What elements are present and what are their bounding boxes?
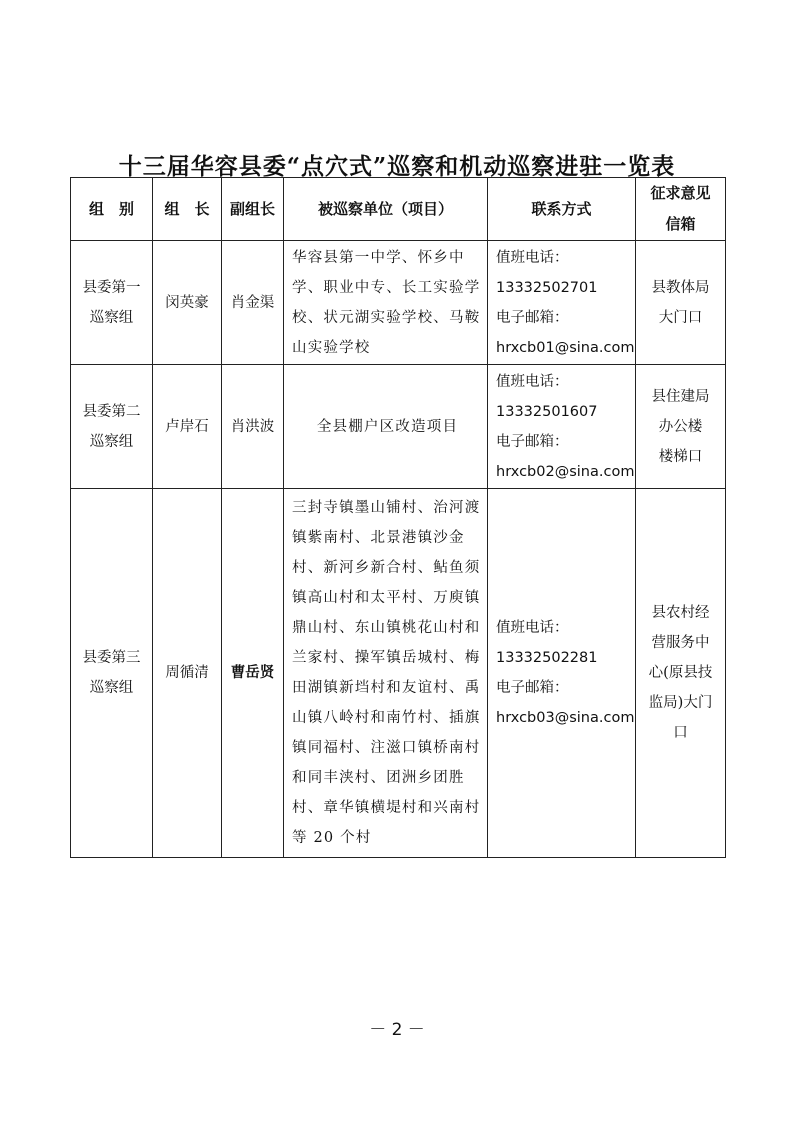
header-leader: 组 长 [153, 178, 222, 241]
table-row [71, 241, 726, 365]
units-line: 山实验学校 [292, 339, 371, 356]
phone-number: 13332502701 [496, 279, 598, 296]
mailbox-line: 县住建局 [651, 388, 710, 405]
table-row [71, 489, 726, 858]
header-mailbox-line1: 征求意见 [650, 184, 711, 202]
units-line: 村、章华镇横堤村和兴南村 [292, 800, 481, 816]
units-line: 镇同福村、注滋口镇桥南村 [292, 740, 481, 756]
units-cell [284, 365, 488, 489]
units-line: 鼎山村、东山镇桃花山村和 [292, 620, 481, 636]
mailbox-line: 心(原县技 [648, 665, 713, 681]
header-group: 组 别 [71, 178, 153, 241]
units-line: 镇紫南村、北景港镇沙金 [292, 530, 465, 546]
units-line: 村、新河乡新合村、鲇鱼须 [292, 560, 481, 576]
contact-cell [488, 489, 636, 858]
units-cell [284, 489, 488, 858]
group-line1: 县委第二 [82, 403, 141, 420]
group-line2: 巡察组 [89, 680, 134, 696]
email-address: hrxcb01@sina.com [496, 339, 635, 356]
mailbox-line: 监局)大门 [648, 695, 713, 711]
group-line2: 巡察组 [89, 433, 134, 450]
deputy-cell: 曹岳贤 [222, 489, 284, 858]
contact-cell [488, 365, 636, 489]
mailbox-line: 楼梯口 [658, 448, 703, 465]
group-line2: 巡察组 [89, 309, 134, 326]
units-line: 田湖镇新垱村和友谊村、禹 [292, 680, 481, 696]
units-line: 三封寺镇墨山铺村、治河渡 [292, 500, 481, 516]
phone-number: 13332502281 [496, 650, 598, 666]
table-row [71, 365, 726, 489]
phone-label: 值班电话： [496, 249, 569, 266]
mailbox-line: 口 [673, 725, 688, 741]
units-line: 兰家村、操军镇岳城村、梅 [292, 650, 481, 666]
units-line: 学、职业中专、长工实验学 [292, 279, 481, 296]
header-mailbox [636, 178, 726, 241]
page-number: － 2 － [369, 1020, 425, 1040]
group-cell [71, 365, 153, 489]
email-address: hrxcb03@sina.com [496, 710, 635, 726]
header-mailbox-line2: 信箱 [665, 215, 696, 233]
units-line: 全县棚户区改造项目 [316, 418, 459, 435]
units-line: 华容县第一中学、怀乡中 [292, 249, 465, 266]
group-cell [71, 489, 153, 858]
contact-cell [488, 241, 636, 365]
mailbox-line: 办公楼 [658, 418, 703, 435]
mailbox-line: 县教体局 [651, 279, 710, 296]
deputy-cell: 肖金渠 [222, 241, 284, 365]
phone-number: 13332501607 [496, 403, 598, 420]
mailbox-cell [636, 489, 726, 858]
leader-cell: 卢岸石 [153, 365, 222, 489]
units-cell [284, 241, 488, 365]
email-label: 电子邮箱： [496, 680, 569, 696]
leader-cell: 闵英豪 [153, 241, 222, 365]
mailbox-cell [636, 241, 726, 365]
units-line: 校、状元湖实验学校、马鞍 [292, 309, 481, 326]
units-line: 和同丰浃村、团洲乡团胜 [292, 770, 465, 786]
group-cell [71, 241, 153, 365]
email-label: 电子邮箱： [496, 433, 569, 450]
mailbox-line: 大门口 [658, 309, 703, 326]
email-address: hrxcb02@sina.com [496, 463, 635, 480]
mailbox-line: 县农村经 [651, 605, 710, 621]
inspection-table [70, 177, 726, 858]
email-label: 电子邮箱： [496, 309, 569, 326]
document-title: 十三届华容县委“点穴式”巡察和机动巡察进驻一览表 [118, 153, 676, 180]
header-deputy: 副组长 [222, 178, 284, 241]
leader-cell: 周循清 [153, 489, 222, 858]
units-line: 镇高山村和太平村、万庾镇 [292, 590, 481, 606]
phone-label: 值班电话： [496, 620, 569, 636]
header-contact: 联系方式 [488, 178, 636, 241]
deputy-cell: 肖洪波 [222, 365, 284, 489]
mailbox-cell [636, 365, 726, 489]
mailbox-line: 营服务中 [651, 635, 710, 651]
table-header-row [71, 178, 726, 241]
units-line: 等 20 个村 [292, 830, 372, 846]
group-line1: 县委第一 [82, 279, 141, 296]
units-line: 山镇八岭村和南竹村、插旗 [292, 710, 481, 726]
header-units: 被巡察单位（项目） [284, 178, 488, 241]
group-line1: 县委第三 [82, 650, 141, 666]
phone-label: 值班电话： [496, 373, 569, 390]
